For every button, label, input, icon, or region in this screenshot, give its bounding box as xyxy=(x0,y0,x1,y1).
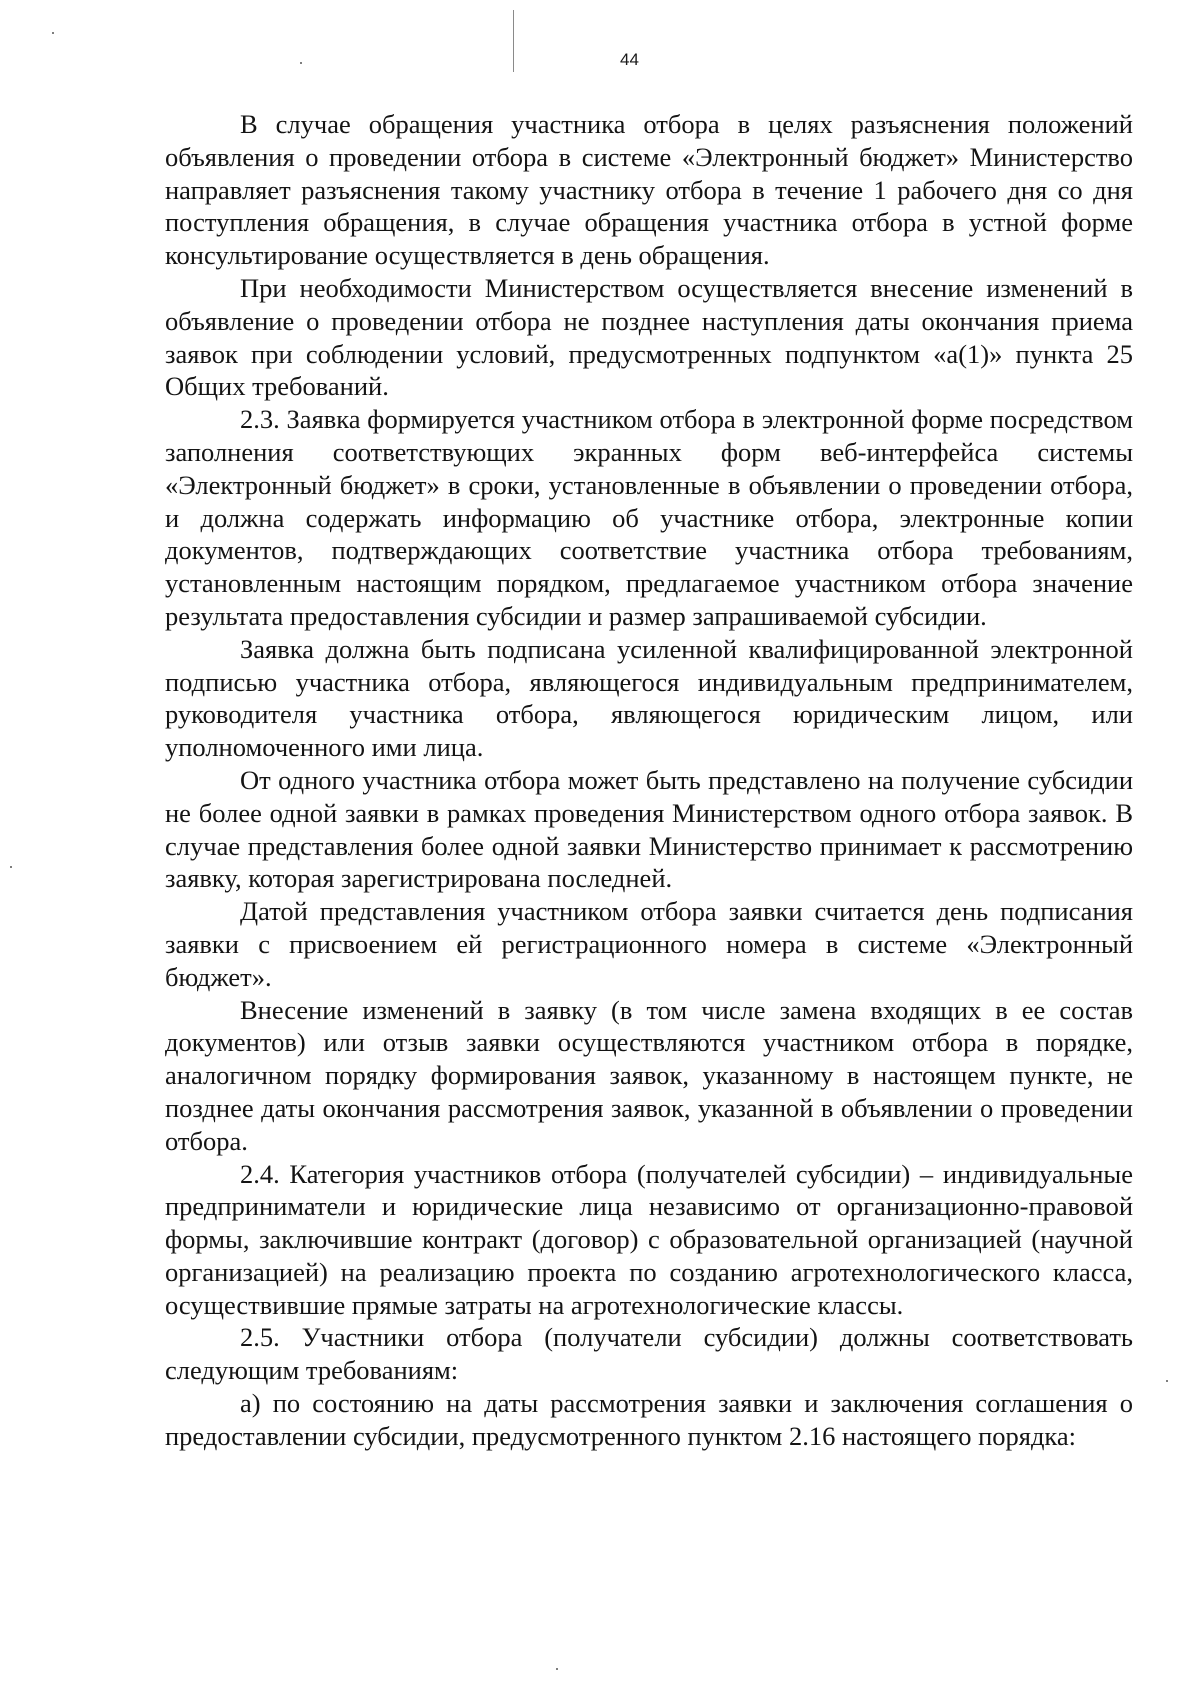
page-number: 44 xyxy=(620,50,639,69)
paragraph-submission-date: Датой представления участником отбора заявки считается день подписания заявки с присвоением ей регистрационного номера в системе «Электронный бюджет». xyxy=(165,896,1133,992)
scan-speck xyxy=(1166,1380,1168,1382)
scan-speck xyxy=(52,32,54,34)
paragraph-section-2-5: 2.5. Участники отбора (получатели субсидии) должны соответствовать следующим требованиям: xyxy=(165,1322,1133,1386)
paragraph-application-changes: Внесение изменений в заявку (в том числе замена входящих в ее состав документов) или отзыв заявки осуществляются участником отбора в порядке, аналогичном порядку формирования заявок, указанному в настоящем пункте, не позднее даты окончания рассмотрения заявок, указанной в объявлении о проведении отбора. xyxy=(165,994,1133,1156)
paragraph-clarification-requests: В случае обращения участника отбора в целях разъяснения положений объявления о проведении отбора в системе «Электронный бюджет» Министерство направляет разъяснения такому участнику отбора в течение 1 рабочего дня со дня поступления обращения, в случае обращения участника отбора в устной форме консультирование осуществляется в день обращения. xyxy=(165,109,1133,271)
paragraph-application-signature: Заявка должна быть подписана усиленной квалифицированной электронной подписью участника отбора, являющегося индивидуальным предпринимателем, руководителя участника отбора, являющегося юридическим лицом, или уполномоченного ими лица. xyxy=(165,633,1133,763)
document-body xyxy=(165,108,1133,1453)
paragraph-section-2-4: 2.4. Категория участников отбора (получателей субсидии) – индивидуальные предприниматели и юридические лица независимо от организационно-правовой формы, заключившие контракт (договор) с образовательной организацией (научной организацией) на реализацию проекта по созданию агротехнологического класса, осуществившие прямые затраты на агротехнологические классы. xyxy=(165,1158,1133,1320)
paragraph-announcement-changes: При необходимости Министерством осуществляется внесение изменений в объявление о проведении отбора не позднее наступления даты окончания приема заявок при соблюдении условий, предусмотренных подпунктом «а(1)» пункта 25 Общих требований. xyxy=(165,272,1133,402)
scan-fold-line xyxy=(513,10,514,72)
paragraph-single-application: От одного участника отбора может быть представлено на получение субсидии не более одной заявки в рамках проведения Министерством одного отбора заявок. В случае представления более одной заявки Министерство принимает к рассмотрению заявку, которая зарегистрирована последней. xyxy=(165,764,1133,894)
scan-speck xyxy=(10,866,12,868)
paragraph-item-a: а) по состоянию на даты рассмотрения заявки и заключения соглашения о предоставлении субсидии, предусмотренного пунктом 2.16 настоящего порядка: xyxy=(165,1388,1133,1451)
paragraph-section-2-3: 2.3. Заявка формируется участником отбора в электронной форме посредством заполнения соответствующих экранных форм веб-интерфейса системы «Электронный бюджет» в сроки, установленные в объявлении о проведении отбора, и должна содержать информацию об участнике отбора, электронные копии документов, подтверждающих соответствие участника отбора требованиям, установленным настоящим порядком, предлагаемое участником отбора значение результата предоставления субсидии и размер запрашиваемой субсидии. xyxy=(165,404,1133,631)
scan-speck xyxy=(556,1668,558,1670)
scan-speck xyxy=(300,62,302,64)
